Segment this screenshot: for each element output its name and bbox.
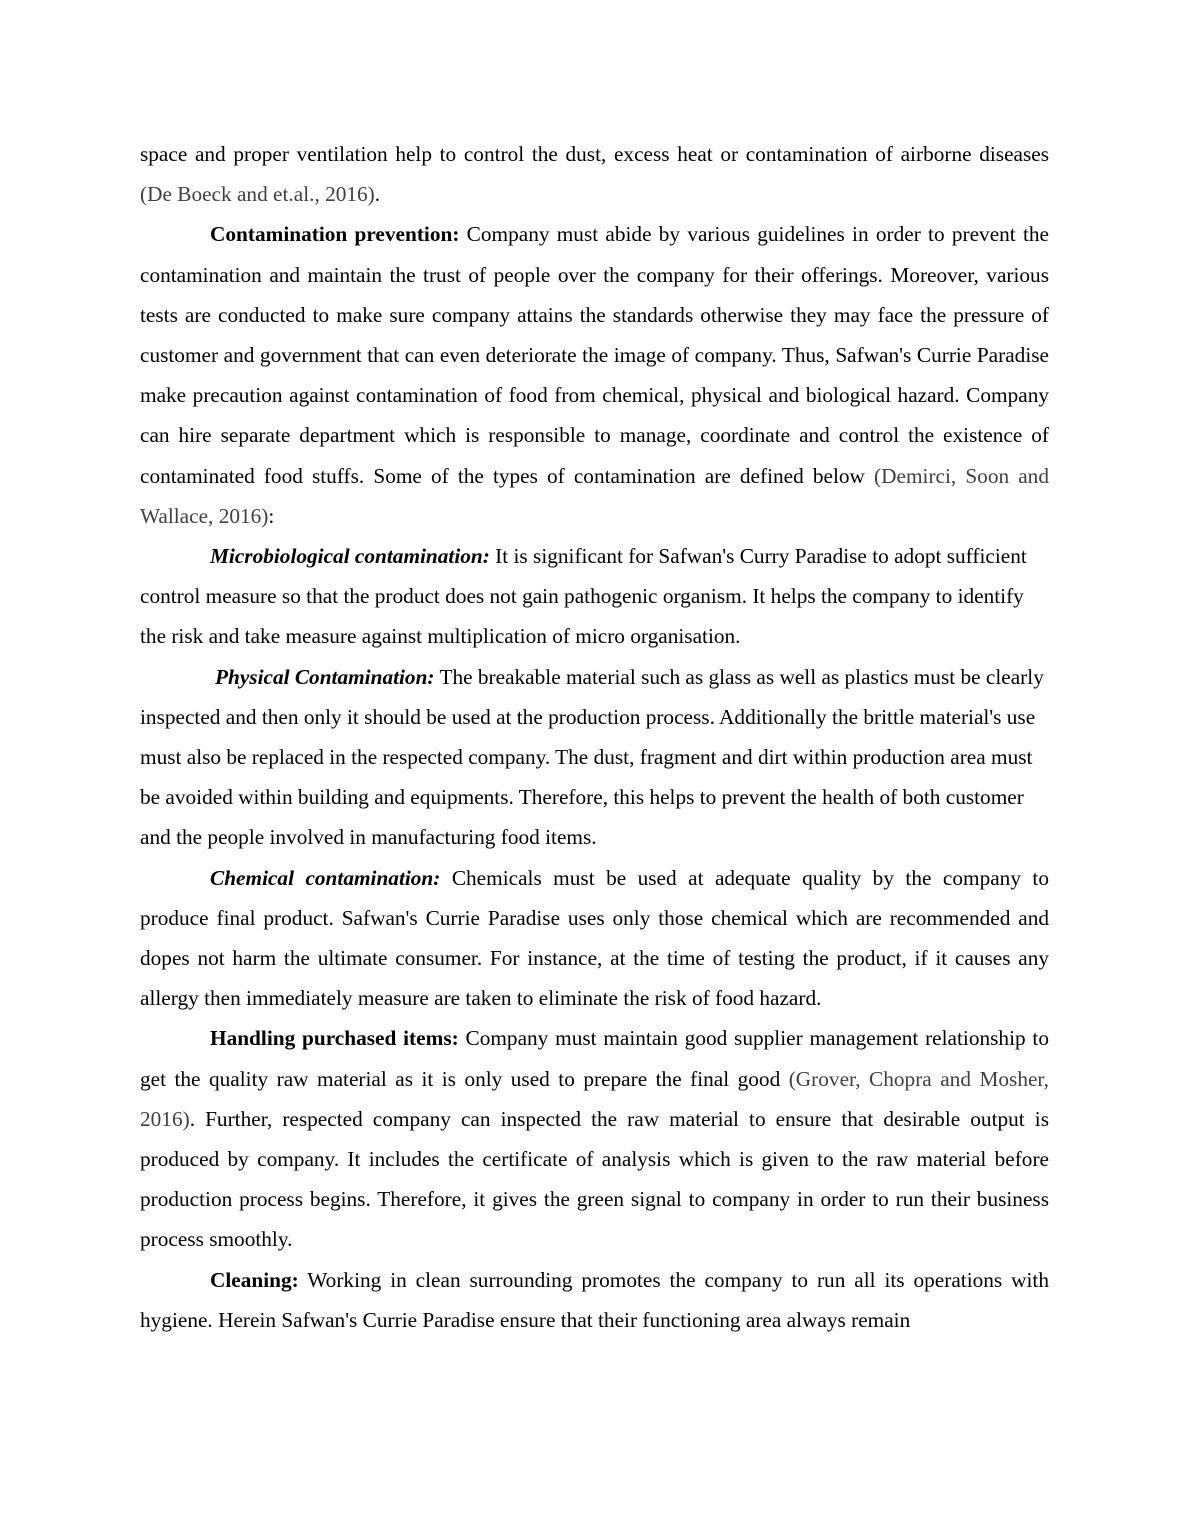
document-page — [140, 134, 1049, 1340]
citation: (De Boeck and et.al., 2016) — [140, 182, 375, 207]
citation: (Grover, Chopra and Mosher, 2016) — [140, 1066, 1049, 1131]
paragraph-text: . — [374, 182, 381, 207]
citation: (Demirci, Soon and Wallace, 2016) — [140, 463, 1049, 528]
paragraph-text: : — [268, 503, 275, 528]
paragraph-text: It is significant for Safwan's Curry Paradise to adopt sufficient control measure so that the product does not gain pathogenic organism. It helps the company to identify the risk and take measure against multiplication of micro organisation. — [140, 544, 1027, 649]
paragraph-text: . Further, respected company can inspected the raw material to ensure that desirable output is produced by company. It includes the certificate of analysis which is given to the raw material before production process begins. Therefore, it gives the green signal to company in order to run their business process smoothly. — [140, 1106, 1049, 1252]
section-heading: Cleaning: — [210, 1267, 299, 1292]
paragraph-chemical — [140, 858, 1049, 1019]
paragraph-microbiological — [140, 536, 1049, 657]
section-heading: Contamination prevention: — [210, 222, 460, 247]
paragraph-ventilation — [140, 134, 1049, 214]
paragraph-handling-purchased-items — [140, 1018, 1049, 1259]
paragraph-text: Company must abide by various guidelines in order to prevent the contamination and maintain the trust of people over the company for their offerings. Moreover, various tests are conducted to make sure company attains the standards otherwise they may face the pressure of customer and government that can even deteriorate the image of company. Thus, Safwan's Currie Paradise make precaution against contamination of food from chemical, physical and biological hazard. Company can hire separate department which is responsible to manage, coordinate and control the existence of contaminated food stuffs. Some of the types of contamination are defined below — [140, 222, 1049, 488]
paragraph-physical — [140, 657, 1049, 858]
paragraph-text: Chemicals must be used at adequate quality by the company to produce final product. Safwan's Currie Paradise uses only those chemical which are recommended and dopes not harm the ultimate consumer. For instance, at the time of testing the product, if it causes any allergy then immediately measure are taken to eliminate the risk of food hazard. — [140, 865, 1049, 1011]
section-heading: Microbiological contamination: — [210, 544, 490, 569]
paragraph-text: Working in clean surrounding promotes the company to run all its operations with hygiene. Herein Safwan's Currie Paradise ensure that their functioning area always remain — [140, 1267, 1049, 1332]
paragraph-cleaning — [140, 1260, 1049, 1340]
section-heading: Physical Contamination: — [215, 664, 435, 689]
paragraph-text: space and proper ventilation help to control the dust, excess heat or contamination of airborne diseases — [140, 142, 1049, 166]
section-heading: Handling purchased items: — [210, 1026, 459, 1051]
paragraph-text: The breakable material such as glass as well as plastics must be clearly inspected and then only it should be used at the production process. Additionally the brittle material's use must also be replaced in the respected company. The dust, fragment and dirt within production area must be avoided within building and equipments. Therefore, this helps to prevent the health of both customer and the people involved in manufacturing food items. — [140, 664, 1044, 850]
section-heading: Chemical contamination: — [210, 865, 441, 890]
paragraph-text: Company must maintain good supplier management relationship to get the quality raw material as it is only used to prepare the final good — [140, 1026, 1049, 1091]
paragraph-contamination-prevention — [140, 214, 1049, 536]
